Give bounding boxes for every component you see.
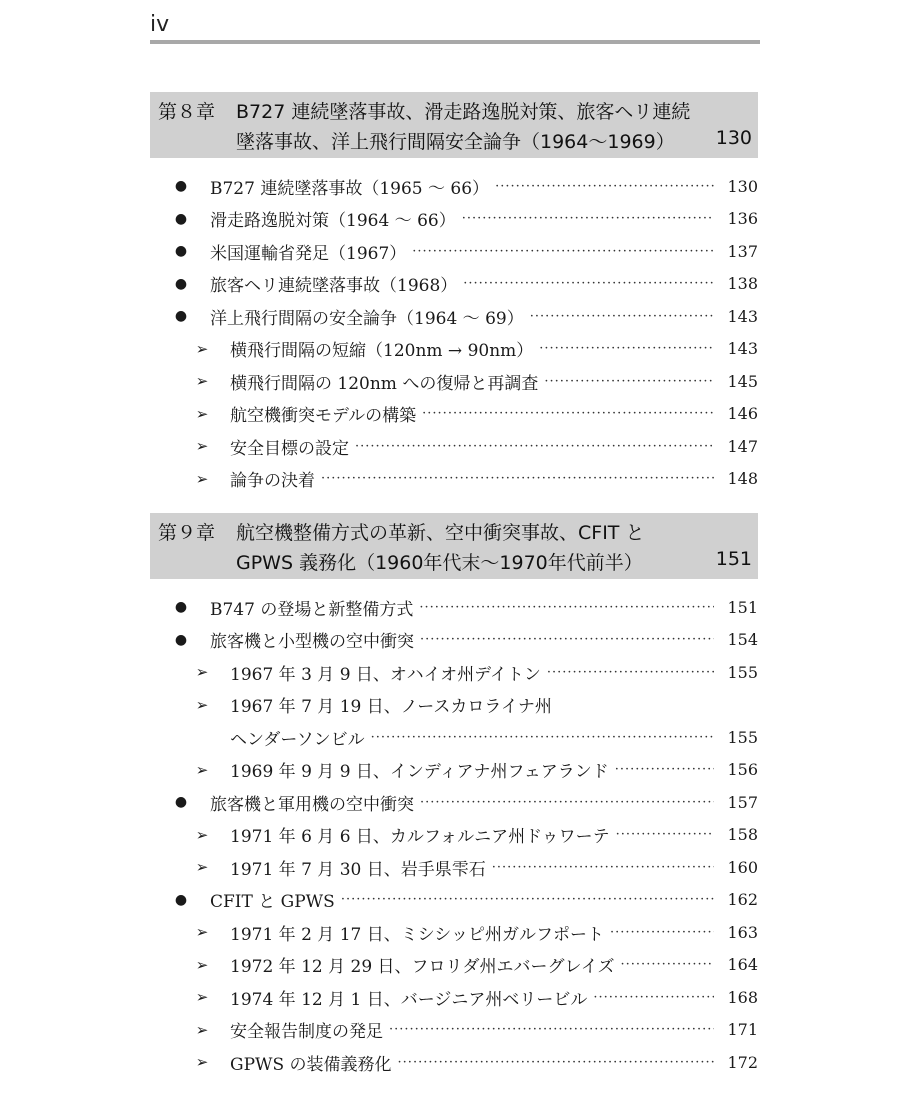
toc-entry-title: B727 連続墜落事故（1965 ～ 66） (210, 178, 490, 199)
toc-entry-title: CFIT と GPWS (210, 892, 335, 913)
arrow-bullet-icon: ➢ (195, 858, 209, 877)
dot-leader (341, 892, 714, 907)
toc-entry[interactable] (150, 721, 758, 754)
chapter-title-line1: 航空機整備方式の革新、空中衝突事故、CFIT と (236, 522, 645, 544)
arrow-bullet-icon: ➢ (195, 663, 209, 682)
toc-entry[interactable] (150, 398, 758, 431)
chapter-title-line1: B727 連続墜落事故、滑走路逸脱対策、旅客ヘリ連続 (236, 101, 691, 123)
bullet-icon: ● (174, 243, 188, 260)
dot-leader (321, 471, 714, 486)
arrow-bullet-icon: ➢ (195, 923, 209, 942)
toc-entry[interactable] (150, 591, 758, 624)
arrow-bullet-icon: ➢ (195, 1053, 209, 1072)
chapter-heading (150, 92, 758, 158)
page-number: iv (150, 12, 170, 37)
toc-entry-page: 143 (727, 306, 758, 326)
arrow-bullet-icon: ➢ (195, 404, 209, 423)
toc-entry-title: 1967 年 7 月 19 日、ノースカロライナ州 (230, 697, 552, 718)
chapter-title-line2: GPWS 義務化（1960年代末〜1970年代前半） (236, 552, 643, 574)
arrow-bullet-icon: ➢ (195, 437, 209, 456)
chapter-9 (150, 513, 758, 1079)
arrow-bullet-icon: ➢ (195, 988, 209, 1007)
toc-entry[interactable] (150, 203, 758, 236)
toc-entry-page: 145 (727, 371, 758, 391)
toc-entry-page: 146 (727, 404, 758, 424)
toc-list (150, 170, 758, 495)
dot-leader (539, 341, 714, 356)
toc-entry[interactable] (150, 463, 758, 496)
toc-entry[interactable] (150, 333, 758, 366)
arrow-bullet-icon: ➢ (195, 760, 209, 779)
toc-entry-page: 172 (727, 1052, 758, 1072)
toc-entry-title: GPWS の装備義務化 (230, 1054, 392, 1075)
toc-entry[interactable] (150, 1014, 758, 1047)
chapter-page: 130 (715, 127, 752, 149)
chapter-title-line2: 墜落事故、洋上飛行間隔安全論争（1964〜1969） (236, 131, 675, 153)
bullet-icon: ● (174, 794, 188, 811)
toc-entry-page: 164 (727, 955, 758, 975)
toc-entry-title: 横飛行間隔の 120nm への復帰と再調査 (230, 373, 539, 394)
chapter-page: 151 (715, 548, 752, 570)
toc-entry-page: 136 (727, 209, 758, 229)
toc-entry-title: 旅客機と軍用機の空中衝突 (210, 794, 414, 815)
toc-entry[interactable] (150, 235, 758, 268)
toc-entry-page: 158 (727, 825, 758, 845)
toc-entry-page: 138 (727, 274, 758, 294)
dot-leader (355, 439, 714, 454)
dot-leader (593, 990, 714, 1005)
dot-leader (419, 600, 714, 615)
toc-entry[interactable] (150, 754, 758, 787)
toc-entry-title: 1967 年 3 月 9 日、オハイオ州デイトン (230, 664, 541, 685)
toc-entry[interactable] (150, 884, 758, 917)
dot-leader (547, 665, 714, 680)
toc-entry-page: 130 (727, 176, 758, 196)
chapter-label: 第８章 (158, 101, 216, 123)
dot-leader (412, 244, 714, 259)
dot-leader (420, 795, 714, 810)
dot-leader (495, 179, 714, 194)
dot-leader (621, 957, 714, 972)
toc-entry-page: 147 (727, 436, 758, 456)
toc-entry[interactable] (150, 170, 758, 203)
dot-leader (463, 276, 714, 291)
toc-entry-page: 156 (727, 760, 758, 780)
toc-entry-title: 横飛行間隔の短縮（120nm → 90nm） (230, 341, 534, 362)
toc-entry-title: 1972 年 12 月 29 日、フロリダ州エバーグレイズ (230, 957, 615, 978)
arrow-bullet-icon: ➢ (195, 955, 209, 974)
dot-leader (398, 1055, 714, 1070)
toc-entry-page: 163 (727, 922, 758, 942)
bullet-icon: ● (174, 599, 188, 616)
toc-entry-page: 171 (727, 1020, 758, 1040)
dot-leader (420, 632, 714, 647)
toc-entry-title: 1974 年 12 月 1 日、バージニア州ベリービル (230, 989, 588, 1010)
bullet-icon: ● (174, 891, 188, 908)
toc-entry-title: ヘンダーソンビル (230, 729, 365, 750)
toc-entry-page: 155 (727, 662, 758, 682)
bullet-icon: ● (174, 210, 188, 227)
toc-entry-title: 旅客機と小型機の空中衝突 (210, 632, 414, 653)
toc-entry-title: 1971 年 2 月 17 日、ミシシッピ州ガルフポート (230, 924, 604, 945)
toc-entry-page: 155 (727, 727, 758, 747)
chapter-8 (150, 92, 758, 495)
toc-entry-title: 1971 年 6 月 6 日、カルフォルニア州ドゥワーテ (230, 827, 610, 848)
arrow-bullet-icon: ➢ (195, 695, 209, 714)
toc-entry[interactable] (150, 819, 758, 852)
dot-leader (371, 730, 714, 745)
toc-entry-title: B747 の登場と新整備方式 (210, 599, 414, 620)
toc-entry-title: 米国運輸省発足（1967） (210, 243, 407, 264)
header-rule (150, 40, 760, 44)
toc-entry-title: 滑走路逸脱対策（1964 ～ 66） (210, 211, 456, 232)
bullet-icon: ● (174, 308, 188, 325)
toc-entry[interactable] (150, 949, 758, 982)
chapter-heading (150, 513, 758, 579)
toc-entry-title: 安全目標の設定 (230, 438, 349, 459)
toc-entry-page: 162 (727, 890, 758, 910)
dot-leader (389, 1022, 714, 1037)
dot-leader (610, 925, 714, 940)
arrow-bullet-icon: ➢ (195, 825, 209, 844)
toc-entry[interactable] (150, 786, 758, 819)
toc-entry-title: 旅客ヘリ連続墜落事故（1968） (210, 276, 458, 297)
toc-entry-title: 洋上飛行間隔の安全論争（1964 ～ 69） (210, 308, 524, 329)
toc-list (150, 591, 758, 1079)
toc-entry[interactable] (150, 300, 758, 333)
toc-entry[interactable] (150, 268, 758, 301)
toc-entry-title: 安全報告制度の発足 (230, 1022, 383, 1043)
dot-leader (462, 211, 714, 226)
toc-entry[interactable] (150, 851, 758, 884)
bullet-icon: ● (174, 631, 188, 648)
toc-entry[interactable] (150, 430, 758, 463)
toc-entry-page: 151 (727, 597, 758, 617)
bullet-icon: ● (174, 178, 188, 195)
arrow-bullet-icon: ➢ (195, 469, 209, 488)
toc-entry[interactable] (150, 656, 758, 689)
arrow-bullet-icon: ➢ (195, 1020, 209, 1039)
dot-leader (615, 762, 714, 777)
toc-entry-page: 148 (727, 469, 758, 489)
toc-entry-page: 168 (727, 987, 758, 1007)
toc-entry[interactable] (150, 981, 758, 1014)
dot-leader (544, 374, 714, 389)
toc-entry-page: 157 (727, 792, 758, 812)
toc-entry-title: 航空機衝突モデルの構築 (230, 406, 417, 427)
dot-leader (422, 406, 714, 421)
toc-entry[interactable] (150, 916, 758, 949)
toc-entry[interactable] (150, 365, 758, 398)
toc-entry-title: 論争の決着 (230, 471, 315, 492)
toc-entry-page: 154 (727, 630, 758, 650)
toc-entry-title: 1969 年 9 月 9 日、インディアナ州フェアランド (230, 762, 609, 783)
bullet-icon: ● (174, 275, 188, 292)
chapter-label: 第９章 (158, 522, 216, 544)
dot-leader (616, 827, 714, 842)
toc-entry-page: 137 (727, 241, 758, 261)
toc-entry-page: 143 (727, 339, 758, 359)
dot-leader (530, 309, 714, 324)
toc-entry[interactable] (150, 624, 758, 657)
toc-entry-page: 160 (727, 857, 758, 877)
toc-entry[interactable] (150, 689, 758, 722)
toc-entry[interactable] (150, 1046, 758, 1079)
arrow-bullet-icon: ➢ (195, 339, 209, 358)
dot-leader (492, 860, 714, 875)
toc-entry-title: 1971 年 7 月 30 日、岩手県雫石 (230, 859, 486, 880)
arrow-bullet-icon: ➢ (195, 372, 209, 391)
